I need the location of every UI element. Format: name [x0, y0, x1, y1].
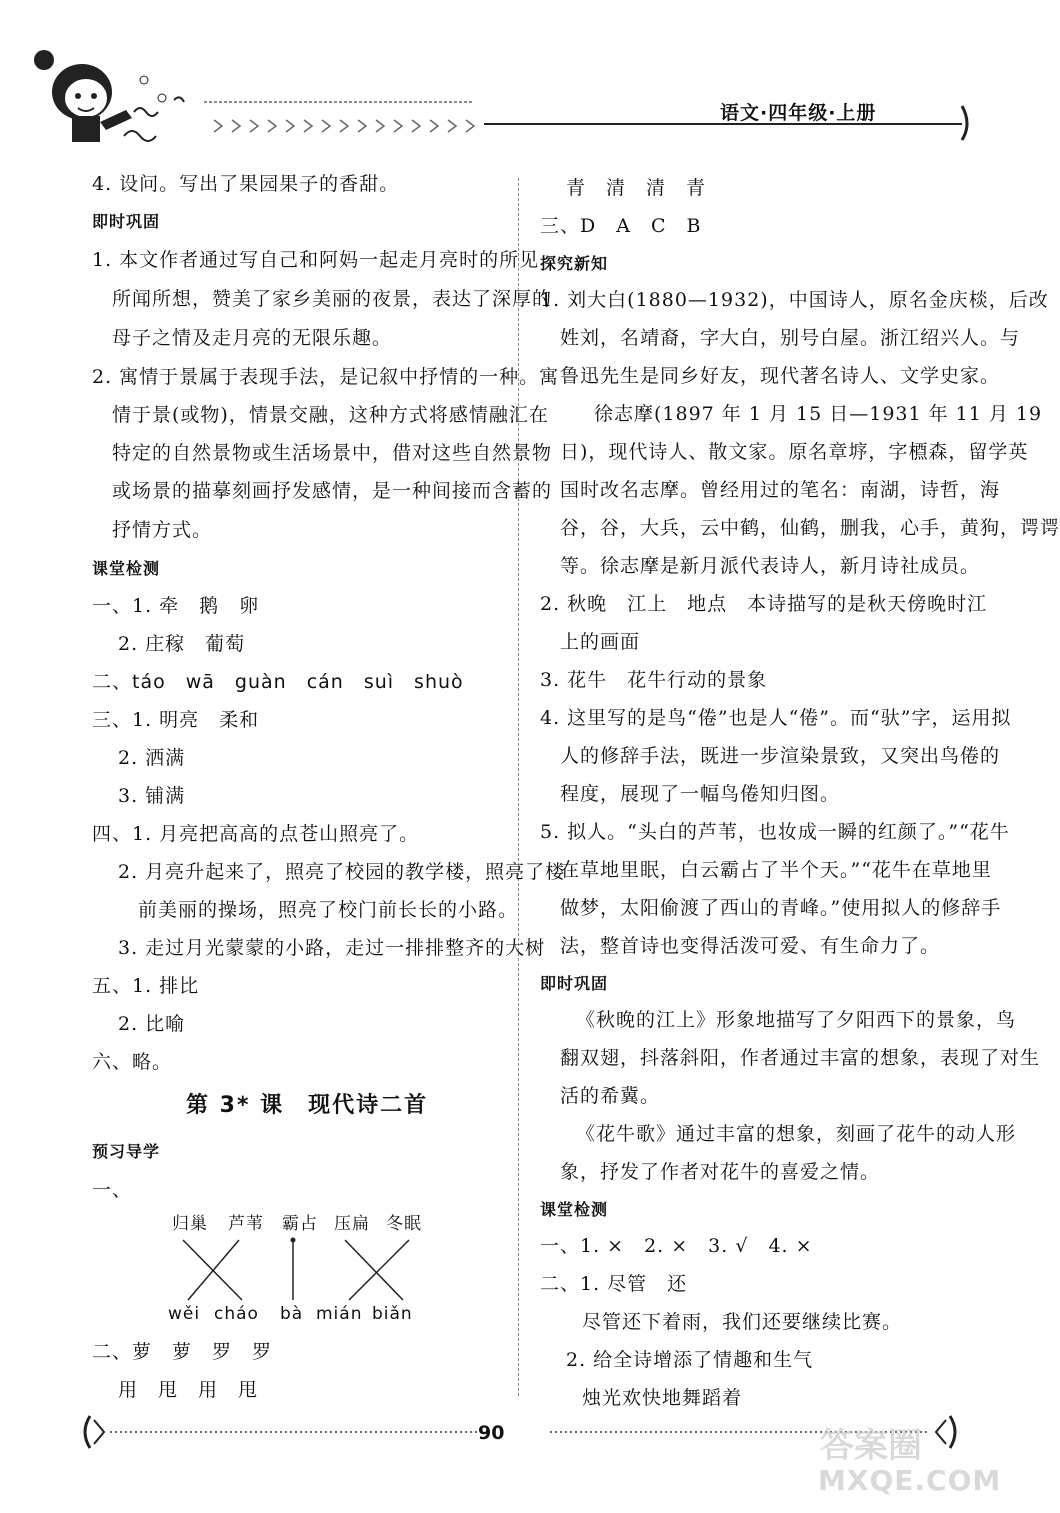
- answer-line: 程度，展现了一幅鸟倦知归图。: [560, 783, 841, 805]
- answer-line: 国时改名志摩。曾经用过的笔名：南湖，诗哲，海: [560, 479, 1001, 501]
- answer-line: 5. 拟人。“头白的芦苇，也妆成一瞬的红颜了。”“花牛: [540, 821, 1010, 843]
- answer-line: 鲁迅先生是同乡好友，现代著名诗人、文学史家。: [560, 365, 1001, 387]
- answer-line: 人的修辞手法，既进一步渲染景致，又突出鸟倦的: [560, 745, 1001, 767]
- answer-line: 日)，现代诗人、散文家。原名章垿，字槱森，留学英: [560, 441, 1029, 463]
- answer-line: 上的画面: [560, 631, 641, 653]
- answer-line: 情于景(或物)，情景交融，这种方式将感情融汇在: [112, 404, 549, 426]
- answer-line: 活的希冀。: [560, 1085, 661, 1107]
- answer-line: 《花牛歌》通过丰富的想象，刻画了花牛的动人形: [576, 1123, 1017, 1145]
- answer-line: 烛光欢快地舞蹈着: [582, 1387, 743, 1409]
- answer-line: 4. 这里写的是鸟“倦”也是人“倦”。而“驮”字，运用拟: [540, 707, 1012, 729]
- answer-line: 所闻所想，赞美了家乡美丽的夜景，表达了深厚的: [112, 288, 553, 310]
- match-bottom-pinyin: bà: [280, 1304, 304, 1324]
- answer-line: 一、1. 牵 鹅 卵: [92, 595, 260, 617]
- answer-line: 4. 设问。写出了果园果子的香甜。: [92, 173, 400, 195]
- answer-line: 2. 给全诗增添了情趣和生气: [566, 1349, 814, 1371]
- answer-line: 3. 花牛 花牛行动的景象: [540, 669, 768, 691]
- answer-line: 三、1. 明亮 柔和: [92, 709, 260, 731]
- answer-line: 2. 寓情于景属于表现手法，是记叙中抒情的一种。寓: [92, 366, 560, 388]
- answer-line: 2. 庄稼 葡萄: [118, 633, 246, 655]
- answer-line: 徐志摩(1897 年 1 月 15 日—1931 年 11 月 19: [594, 403, 1043, 425]
- section-heading: 预习导学: [92, 1142, 161, 1161]
- answer-line: 法，整首诗也变得活泼可爱、有生命力了。: [560, 935, 941, 957]
- answer-line: 象，抒发了作者对花牛的喜爱之情。: [560, 1161, 881, 1183]
- match-top-word: 霸占: [282, 1214, 318, 1234]
- match-bottom-pinyin: mián: [316, 1304, 363, 1324]
- match-bottom-pinyin: cháo: [214, 1304, 259, 1324]
- answer-line: 做梦，太阳偷渡了西山的青峰。”使用拟人的修辞手: [560, 897, 1002, 919]
- answer-line: 1. 刘大白(1880—1932)，中国诗人，原名金庆棪，后改: [540, 289, 1049, 311]
- answer-line: 或场景的描摹刻画抒发感情，是一种间接而含蓄的: [112, 480, 553, 502]
- section-heading: 课堂检测: [92, 559, 161, 578]
- answer-line: 翻双翅，抖落斜阳，作者通过丰富的想象，表现了对生: [560, 1047, 1041, 1069]
- answer-line: 青 清 清 青: [566, 177, 707, 199]
- answer-line: 2. 秋晚 江上 地点 本诗描写的是秋天傍晚时江: [540, 593, 988, 615]
- answer-line: 等。徐志摩是新月派代表诗人，新月诗社成员。: [560, 555, 981, 577]
- section-heading: 探究新知: [540, 254, 609, 273]
- answer-line: 姓刘，名靖裔，字大白，别号白屋。浙江绍兴人。与: [560, 327, 1021, 349]
- watermark-url: MXQE.COM: [818, 1464, 1002, 1497]
- answer-line: 用 甩 用 甩: [118, 1379, 259, 1401]
- lesson-title: 第 3* 课 现代诗二首: [186, 1093, 429, 1118]
- section-heading: 即时巩固: [92, 212, 161, 231]
- answer-line: 谷，谷，大兵，云中鹤，仙鹤，删我，心手，黄狗，谔谔: [560, 517, 1060, 539]
- answer-line: 2. 月亮升起来了，照亮了校园的教学楼，照亮了楼: [118, 861, 566, 883]
- answer-line: 二、táo wā guàn cán suì shuò: [92, 671, 464, 693]
- answer-line: 三、D A C B: [540, 215, 702, 237]
- answer-line: 二、萝 萝 罗 罗: [92, 1341, 273, 1363]
- match-bottom-pinyin: wěi: [168, 1304, 201, 1324]
- answer-line: 尽管还下着雨，我们还要继续比赛。: [582, 1311, 903, 1333]
- watermark-logo: 答案圈: [820, 1426, 922, 1466]
- answer-line: 3. 铺满: [118, 785, 186, 807]
- column-divider: [518, 178, 519, 1396]
- answer-line: 《秋晚的江上》形象地描写了夕阳西下的景象，鸟: [576, 1009, 1017, 1031]
- answer-line: 一、: [92, 1179, 133, 1201]
- answer-line: 二、1. 尽管 还: [540, 1273, 688, 1295]
- page-number: 90: [478, 1422, 505, 1444]
- answer-line: 特定的自然景物或生活场景中，借对这些自然景物: [112, 442, 553, 464]
- answer-line: 四、1. 月亮把高高的点苍山照亮了。: [92, 823, 420, 845]
- match-bottom-pinyin: biǎn: [372, 1304, 413, 1324]
- answer-line: 抒情方式。: [112, 519, 213, 541]
- answer-line: 2. 比喻: [118, 1013, 186, 1035]
- answer-line: 五、1. 排比: [92, 975, 200, 997]
- section-heading: 课堂检测: [540, 1200, 609, 1219]
- answer-line: 1. 本文作者通过写自己和阿妈一起走月亮时的所见: [92, 249, 540, 271]
- arrow-row-decoration: [204, 102, 474, 132]
- match-top-word: 芦苇: [228, 1214, 264, 1234]
- answer-line: 2. 洒满: [118, 747, 186, 769]
- answer-line: 一、1. × 2. × 3. √ 4. ×: [540, 1235, 813, 1257]
- match-top-word: 冬眠: [386, 1214, 422, 1234]
- section-heading: 即时巩固: [540, 974, 609, 993]
- answer-line: 六、略。: [92, 1051, 173, 1073]
- header-bracket-icon: [962, 106, 967, 140]
- answer-line: 母子之情及走月亮的无限乐趣。: [112, 327, 393, 349]
- cartoon-girl-illustration: [34, 50, 184, 142]
- answer-line: 3. 走过月光蒙蒙的小路，走过一排排整齐的大树: [118, 937, 546, 959]
- match-top-word: 归巢: [172, 1214, 208, 1234]
- answer-line: 在草地里眠，白云霸占了半个天。”“花牛在草地里: [560, 859, 992, 881]
- header-title: 语文·四年级·上册: [720, 102, 877, 124]
- matching-lines: [160, 1236, 450, 1304]
- match-top-word: 压扁: [334, 1214, 370, 1234]
- answer-line: 前美丽的操场，照亮了校门前长长的小路。: [138, 899, 519, 921]
